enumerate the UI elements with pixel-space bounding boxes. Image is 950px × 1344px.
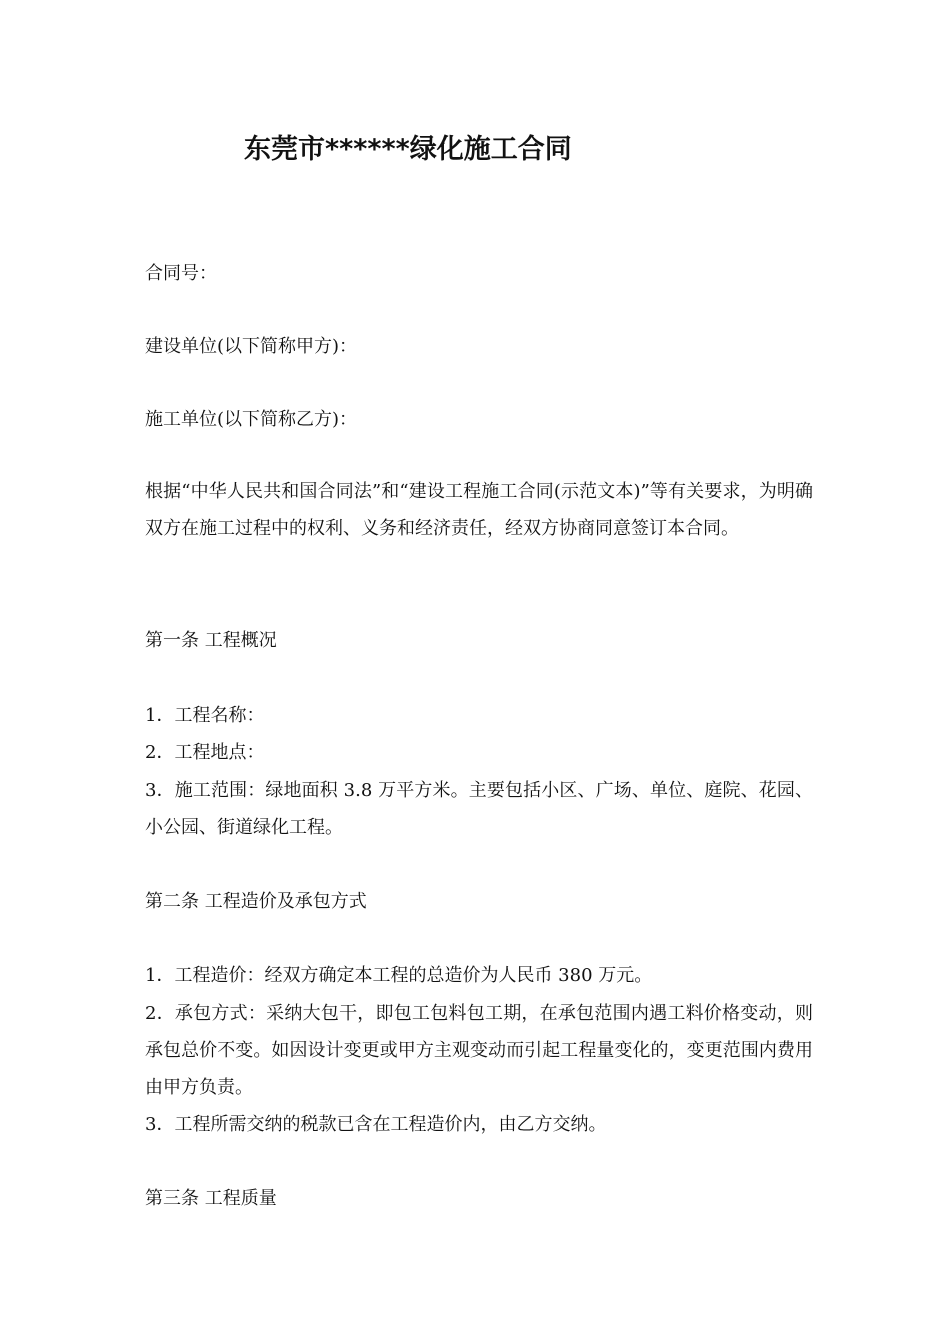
party-a-label: 建设单位(以下简称甲方)： xyxy=(145,336,358,357)
preamble-paragraph: 根据“中华人民共和国合同法”和“建设工程施工合同(示范文本)”等有关要求，为明确双方在施工过程中的权利、义务和经济责任，经双方协商同意签订本合同。 xyxy=(145,481,813,539)
article-2-heading: 第二条 工程造价及承包方式 xyxy=(145,891,367,912)
article-3-heading: 第三条 工程质量 xyxy=(145,1188,277,1209)
article-1-item-2: 2．工程地点： xyxy=(145,742,265,763)
article-2-item-1: 1．工程造价：经双方确定本工程的总造价为人民币 380 万元。 xyxy=(145,965,653,986)
article-2-item-2: 2．承包方式：采纳大包干，即包工包料包工期，在承包范围内遇工料价格变动，则承包总价不变。如因设计变更或甲方主观变动而引起工程量变化的，变更范围内费用由甲方负责。 xyxy=(145,1003,813,1098)
article-1-item-1: 1．工程名称： xyxy=(145,705,265,726)
document-title: 东莞市******绿化施工合同 xyxy=(244,134,572,165)
contract-number-label: 合同号： xyxy=(145,263,217,284)
article-2-item-3: 3．工程所需交纳的税款已含在工程造价内，由乙方交纳。 xyxy=(145,1114,607,1135)
article-1-heading: 第一条 工程概况 xyxy=(145,630,277,651)
article-1-item-3: 3．施工范围：绿地面积 3.8 万平方米。主要包括小区、广场、单位、庭院、花园、小公园、街道绿化工程。 xyxy=(145,780,813,838)
party-b-label: 施工单位(以下简称乙方)： xyxy=(145,409,358,430)
